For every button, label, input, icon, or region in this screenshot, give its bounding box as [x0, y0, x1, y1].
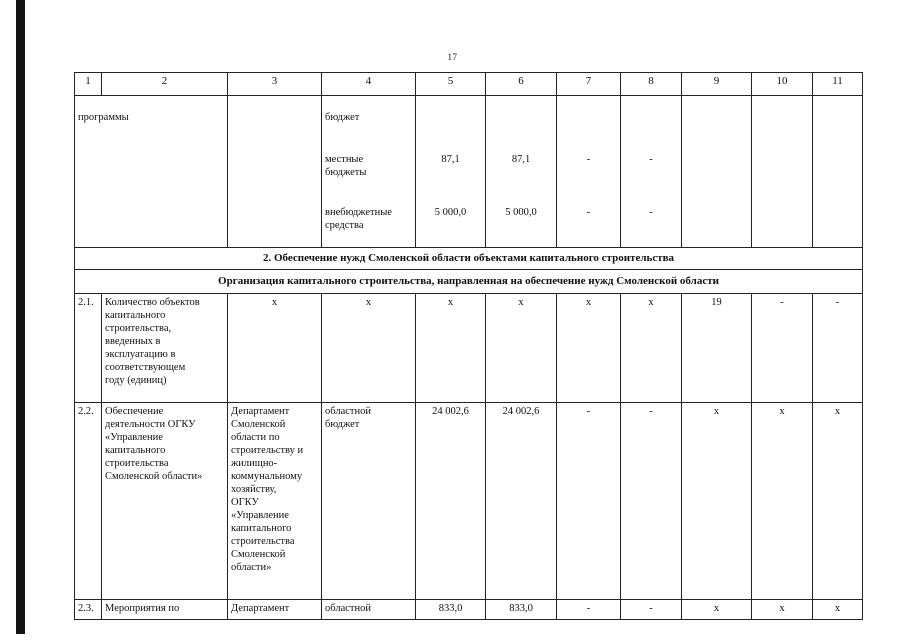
table-row [75, 403, 863, 600]
column-number-row [75, 73, 863, 96]
funding-source: областной бюджет [322, 403, 416, 600]
subsection-row [75, 270, 863, 294]
measure-name: Количество объектов капитального строительства, введенных в эксплуатацию в соответствующем году (единиц) [102, 294, 228, 403]
value: x [621, 294, 682, 403]
value: - [649, 207, 653, 218]
funding-source: бюджет [325, 112, 360, 123]
executor-cell [228, 96, 322, 248]
col-header: 4 [322, 73, 416, 96]
value: 19 [682, 294, 752, 403]
scan-edge-bar [16, 0, 25, 634]
funding-source-cell [322, 96, 416, 248]
col-header: 7 [557, 73, 621, 96]
value: 833,0 [416, 600, 486, 620]
value-cell [557, 96, 621, 248]
funding-source: внебюджетные средства [325, 207, 392, 231]
row-number: 2.1. [75, 294, 102, 403]
value: 24 002,6 [416, 403, 486, 600]
value: 833,0 [486, 600, 557, 620]
executor: Департамент Смоленской области по строительству и жилищно- коммунальному хозяйству, ОГКУ «Управление капитального строительства Смоленской области» [228, 403, 322, 600]
funding-source: местные бюджеты [325, 154, 367, 178]
subsection-title: Организация капитального строительства, направленная на обеспечение нужд Смоленской области [75, 270, 863, 294]
col-header: 11 [813, 73, 863, 96]
col-header: 6 [486, 73, 557, 96]
value: - [649, 154, 653, 165]
col-header: 1 [75, 73, 102, 96]
value: 87,1 [511, 154, 531, 165]
value: - [586, 207, 591, 218]
value-cell [621, 96, 682, 248]
value: 5 000,0 [505, 207, 537, 218]
value: x [682, 600, 752, 620]
value: x [557, 294, 621, 403]
value [560, 111, 617, 140]
value-cell [682, 96, 752, 248]
executor: x [228, 294, 322, 403]
value: x [752, 403, 813, 600]
value: - [557, 600, 621, 620]
value: 24 002,6 [486, 403, 557, 600]
page-number: 17 [447, 52, 458, 62]
program-table [74, 72, 863, 620]
col-header: 8 [621, 73, 682, 96]
col-header: 9 [682, 73, 752, 96]
value [489, 111, 553, 140]
program-name-text: программы [78, 112, 129, 123]
value-cell [416, 96, 486, 248]
value: x [813, 600, 863, 620]
value: x [752, 600, 813, 620]
value: 87,1 [441, 154, 460, 165]
value: - [557, 403, 621, 600]
executor: Департамент [228, 600, 322, 620]
col-header: 10 [752, 73, 813, 96]
value: x [486, 294, 557, 403]
value-cell [752, 96, 813, 248]
col-header: 3 [228, 73, 322, 96]
value: x [416, 294, 486, 403]
row-number: 2.2. [75, 403, 102, 600]
value: 5 000,0 [434, 207, 467, 218]
value: - [621, 600, 682, 620]
value-cell [813, 96, 863, 248]
col-header: 2 [102, 73, 228, 96]
value: - [621, 403, 682, 600]
value: x [682, 403, 752, 600]
funding-source: областной [322, 600, 416, 620]
section-title: 2. Обеспечение нужд Смоленской области объектами капитального строительства [75, 248, 863, 270]
funding-source: x [322, 294, 416, 403]
value: - [586, 154, 591, 165]
table-row [75, 600, 863, 620]
row-number: 2.3. [75, 600, 102, 620]
value-cell [486, 96, 557, 248]
value [419, 111, 482, 140]
value: x [813, 403, 863, 600]
value [624, 111, 678, 140]
col-header: 5 [416, 73, 486, 96]
section-row [75, 248, 863, 270]
table-row [75, 294, 863, 403]
value: - [813, 294, 863, 403]
value: - [752, 294, 813, 403]
table-row-continuation [75, 96, 863, 248]
measure-name: Обеспечение деятельности ОГКУ «Управление капитального строительства Смоленской области» [102, 403, 228, 600]
program-name-cell [75, 96, 228, 248]
measure-name: Мероприятия по [102, 600, 228, 620]
